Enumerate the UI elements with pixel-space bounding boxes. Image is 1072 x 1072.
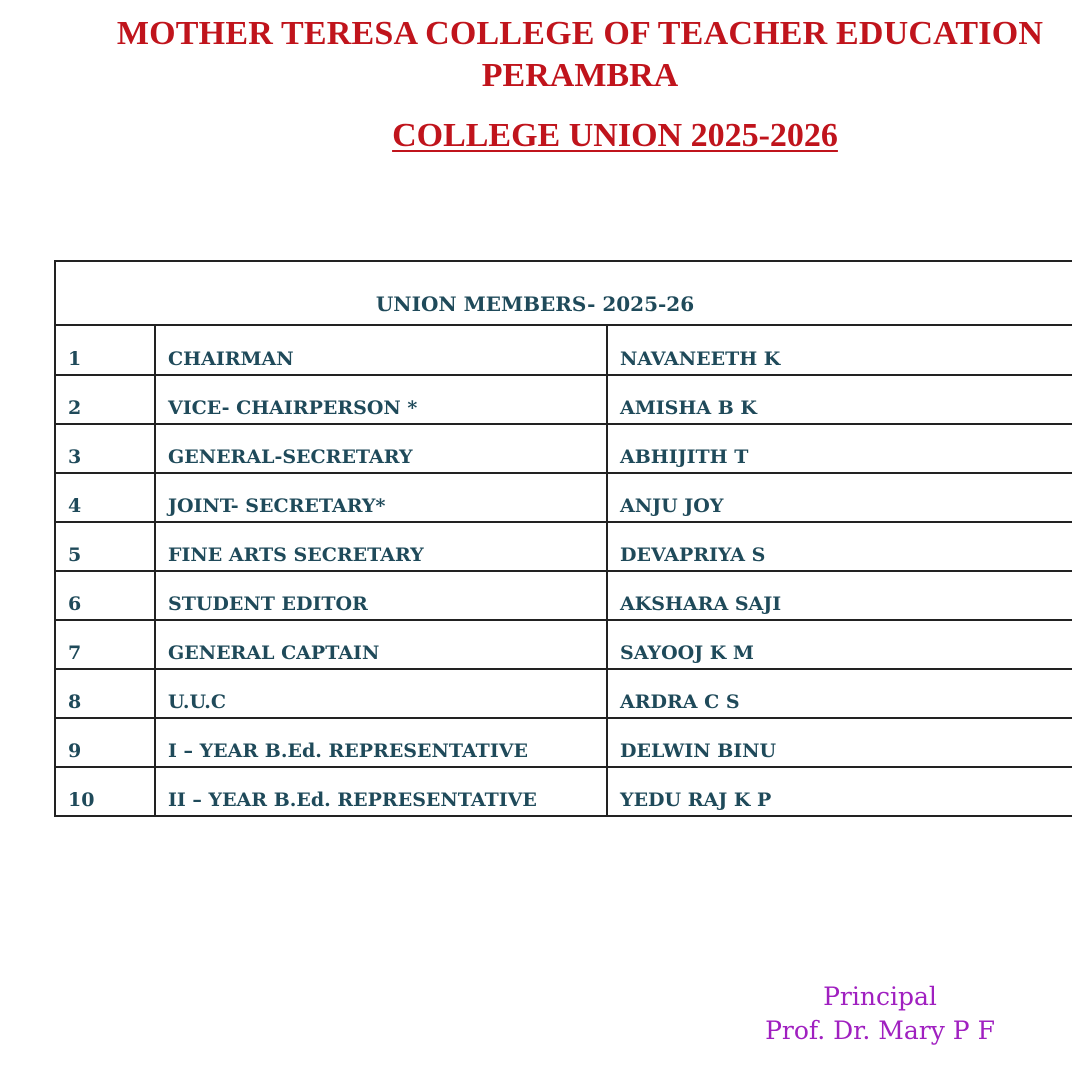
table-row [55,326,1072,375]
row-member-name: YEDU RAJ K P [607,767,1072,816]
table-row [55,522,1072,571]
row-member-name: SAYOOJ K M [607,620,1072,669]
row-number: 10 [55,767,155,816]
college-place: PERAMBRA [481,57,679,94]
row-post: GENERAL-SECRETARY [155,424,607,473]
row-post: FINE ARTS SECRETARY [155,522,607,571]
table-row [55,424,1072,473]
row-post: STUDENT EDITOR [155,571,607,620]
row-member-name: DEVAPRIYA S [607,522,1072,571]
table-row [55,473,1072,522]
row-number: 1 [55,326,155,375]
row-number: 3 [55,424,155,473]
row-member-name: ABHIJITH T [607,424,1072,473]
row-number: 7 [55,620,155,669]
row-post: U.U.C [155,669,607,718]
table-row [55,375,1072,424]
table-caption: UNION MEMBERS- 2025-26 [54,260,1072,326]
row-member-name: ANJU JOY [607,473,1072,522]
row-post: GENERAL CAPTAIN [155,620,607,669]
signature-name: Prof. Dr. Mary P F [765,1016,995,1045]
union-title: COLLEGE UNION 2025-2026 [392,117,838,154]
row-member-name: NAVANEETH K [607,326,1072,375]
row-post: CHAIRMAN [155,326,607,375]
row-member-name: DELWIN BINU [607,718,1072,767]
row-post: I – YEAR B.Ed. REPRESENTATIVE [155,718,607,767]
table-row [55,571,1072,620]
row-member-name: AMISHA B K [607,375,1072,424]
union-members-table [54,260,1072,817]
signature-role: Principal [823,982,937,1011]
table-row [55,718,1072,767]
signature-block [740,980,1020,1048]
table-row [55,767,1072,816]
row-number: 6 [55,571,155,620]
row-post: JOINT- SECRETARY* [155,473,607,522]
row-post: II – YEAR B.Ed. REPRESENTATIVE [155,767,607,816]
row-number: 8 [55,669,155,718]
row-member-name: AKSHARA SAJI [607,571,1072,620]
table-row [55,669,1072,718]
row-post: VICE- CHAIRPERSON * [155,375,607,424]
row-number: 4 [55,473,155,522]
row-member-name: ARDRA C S [607,669,1072,718]
college-name: MOTHER TERESA COLLEGE OF TEACHER EDUCATION [116,15,1044,52]
table-row [55,620,1072,669]
row-number: 5 [55,522,155,571]
row-number: 2 [55,375,155,424]
members-table-body [54,326,1072,817]
row-number: 9 [55,718,155,767]
